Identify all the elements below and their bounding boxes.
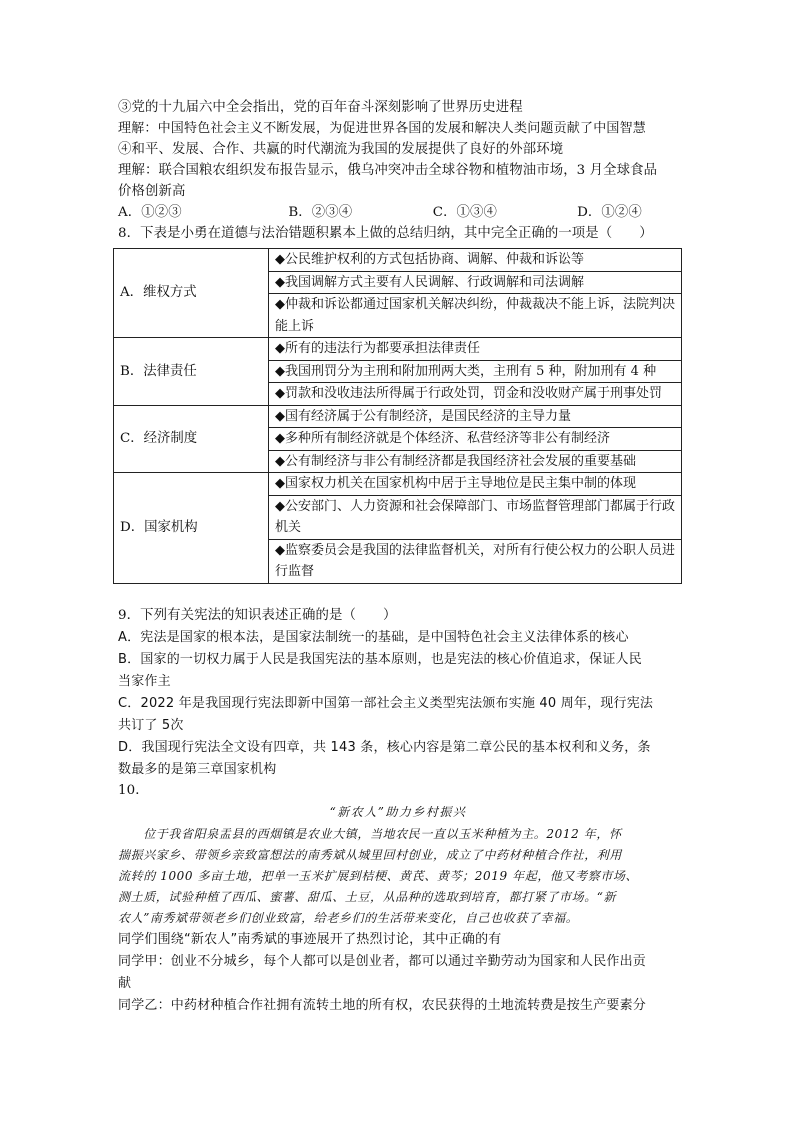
q10-student-b[interactable]: 同学乙：中药材种植合作社拥有流转土地的所有权，农民获得的土地流转费是按生产要素分 bbox=[118, 998, 647, 1013]
q10-student-a[interactable]: 同学甲：创业不分城乡，每个人都可以是创业者，都可以通过辛勤劳动为国家和人民作出贡 bbox=[118, 954, 647, 969]
table-item: ◆仲裁和诉讼都通过国家机关解决纠纷，仲裁裁决不能上诉，法院判决能上诉 bbox=[269, 294, 682, 338]
understanding-4: 理解：联合国粮农组织发布报告显示，俄乌冲突冲击全球谷物和植物油市场，3 月全球食品 bbox=[118, 163, 658, 178]
q10-passage-line: 流转的 1000 多亩土地，把单一玉米扩展到桔梗、黄芪、黄芩；2019 年起，他又考察市场、 bbox=[118, 869, 639, 883]
statement-3: ③党的十九届六中全会指出，党的百年奋斗深刻影响了世界历史进程 bbox=[118, 100, 523, 115]
table-item: ◆公有制经济与非公有制经济都是我国经济社会发展的重要基础 bbox=[269, 450, 682, 473]
q9-option-b[interactable]: B．国家的一切权力属于人民是我国宪法的基本原则，也是宪法的核心价值追求，保证人民 bbox=[118, 652, 642, 667]
q10-passage-line: 测土质，试验种植了西瓜、蜜薯、甜瓜、土豆，从品种的选取到培育，都打紧了市场。“新 bbox=[118, 890, 617, 904]
q10-prompt: 同学们围绕“新农人”南秀斌的事迹展开了热烈讨论，其中正确的有 bbox=[118, 932, 502, 947]
table-item: ◆多种所有制经济就是个体经济、私营经济等非公有制经济 bbox=[269, 428, 682, 451]
understanding-3: 理解：中国特色社会主义不断发展，为促进世界各国的发展和解决人类问题贡献了中国智慧 bbox=[118, 121, 647, 136]
table-item: ◆所有的违法行为都要承担法律责任 bbox=[269, 338, 682, 361]
table-category-c[interactable]: C．经济制度 bbox=[114, 405, 269, 473]
q7-option-c[interactable]: C．①③④ bbox=[432, 205, 498, 220]
q10-number: 10． bbox=[118, 783, 149, 798]
table-category-a[interactable]: A．维权方式 bbox=[114, 249, 269, 338]
q10-passage-line: 位于我省阳泉盂县的西烟镇是农业大镇，当地农民一直以玉米种植为主。2012 年，怀 bbox=[118, 827, 622, 841]
table-item: ◆我国调解方式主要有人民调解、行政调解和司法调解 bbox=[269, 271, 682, 294]
table-item: ◆国有经济属于公有制经济，是国民经济的主导力量 bbox=[269, 405, 682, 428]
q9-option-d-cont: 数最多的是第三章国家机构 bbox=[118, 762, 277, 777]
q7-option-d[interactable]: D．①②④ bbox=[577, 205, 642, 220]
table-item: ◆罚款和没收违法所得属于行政处罚，罚金和没收财产属于刑事处罚 bbox=[269, 383, 682, 406]
table-item: ◆监察委员会是我国的法律监督机关，对所有行使公权力的公职人员进行监督 bbox=[269, 539, 682, 583]
q10-title: “新农人”助力乡村振兴 bbox=[329, 805, 467, 819]
q9-option-c[interactable]: C．2022 年是我国现行宪法即新中国第一部社会主义类型宪法颁布实施 40 周年，现行宪法 bbox=[118, 696, 654, 711]
q9-option-a[interactable]: A．宪法是国家的根本法，是国家法制统一的基础，是中国特色社会主义法律体系的核心 bbox=[118, 630, 629, 645]
q9-option-d[interactable]: D．我国现行宪法全文设有四章，共 143 条，核心内容是第二章公民的基本权利和义务，条 bbox=[118, 740, 651, 755]
q7-option-a[interactable]: A．①②③ bbox=[118, 205, 182, 220]
table-item: ◆公安部门、人力资源和社会保障部门、市场监督管理部门都属于行政机关 bbox=[269, 495, 682, 539]
q7-option-b[interactable]: B．②③④ bbox=[288, 205, 353, 220]
q9-option-c-cont: 共订了 5次 bbox=[118, 718, 184, 733]
table-item: ◆公民维护权利的方式包括协商、调解、仲裁和诉讼等 bbox=[269, 249, 682, 272]
q9-option-b-cont: 当家作主 bbox=[118, 674, 171, 689]
q10-student-a-cont: 献 bbox=[118, 976, 132, 991]
statement-4: ④和平、发展、合作、共赢的时代潮流为我国的发展提供了良好的外部环境 bbox=[118, 142, 564, 157]
summary-table bbox=[113, 248, 682, 584]
q8-stem: 8．下表是小勇在道德与法治错题积累本上做的总结归纳，其中完全正确的一项是（ ） bbox=[118, 226, 653, 241]
q9-stem: 9．下列有关宪法的知识表述正确的是（ ） bbox=[118, 608, 397, 623]
table-item: ◆国家权力机关在国家机构中居于主导地位是民主集中制的体现 bbox=[269, 473, 682, 496]
table-category-d[interactable]: D．国家机构 bbox=[114, 473, 269, 584]
table-category-b[interactable]: B．法律责任 bbox=[114, 338, 269, 406]
q10-passage-line: 农人”南秀斌带领老乡们创业致富，给老乡们的生活带来变化，自己也收获了幸福。 bbox=[118, 911, 579, 925]
q7-options bbox=[118, 203, 678, 223]
q10-passage-line: 揣振兴家乡、带领乡亲致富想法的南秀斌从城里回村创业，成立了中药材种植合作社，利用 bbox=[118, 848, 623, 862]
understanding-4-cont: 价格创新高 bbox=[118, 184, 186, 199]
table-item: ◆我国刑罚分为主刑和附加刑两大类，主刑有 5 种，附加刑有 4 种 bbox=[269, 360, 682, 383]
